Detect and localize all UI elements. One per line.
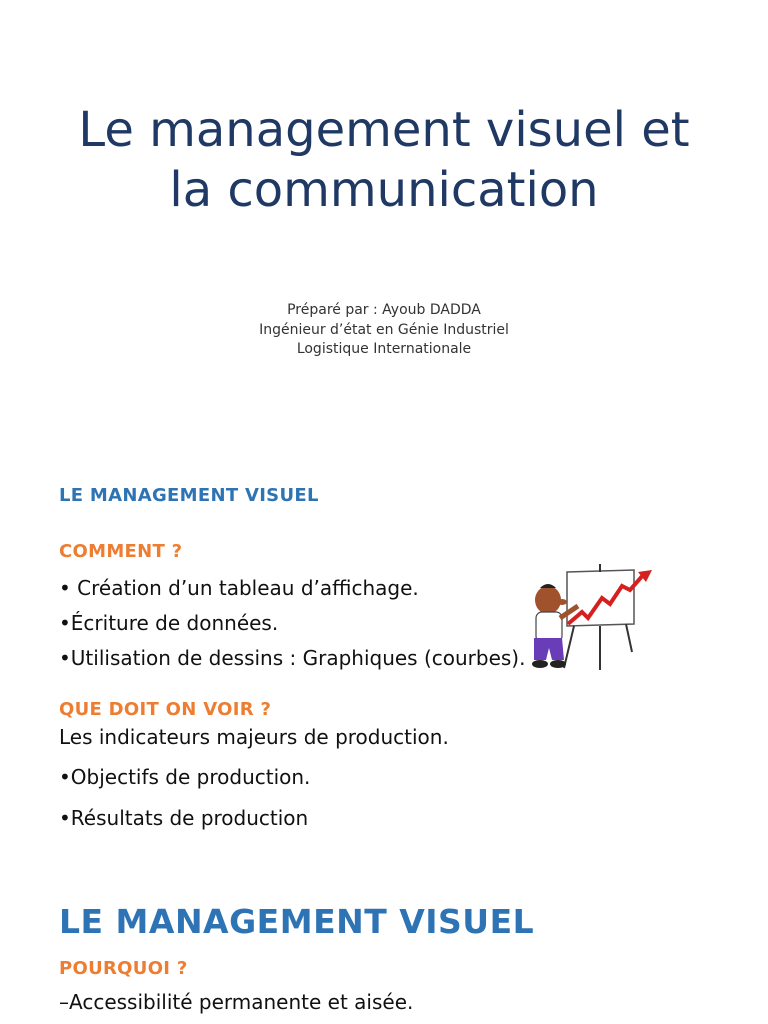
title-line-2: la communication bbox=[169, 162, 599, 218]
prepared-by: Préparé par : Ayoub DADDA bbox=[287, 302, 481, 318]
list-item: •Écriture de données. bbox=[59, 611, 279, 635]
comment-heading: COMMENT ? bbox=[59, 541, 183, 562]
title-line-1: Le management visuel et bbox=[78, 102, 690, 158]
list-item: •Objectifs de production. bbox=[59, 765, 311, 789]
list-item: • Création d’un tableau d’affichage. bbox=[59, 576, 419, 600]
list-item: •Résultats de production bbox=[59, 806, 309, 830]
see-intro: Les indicateurs majeurs de production. bbox=[59, 725, 449, 749]
slide-title bbox=[0, 100, 768, 220]
section-heading: LE MANAGEMENT VISUEL bbox=[59, 485, 319, 506]
section-heading-large: LE MANAGEMENT VISUEL bbox=[59, 902, 535, 941]
list-item: –Accessibilité permanente et aisée. bbox=[59, 990, 414, 1014]
see-heading: QUE DOIT ON VOIR ? bbox=[59, 699, 272, 720]
author-specialty: Logistique Internationale bbox=[296, 341, 472, 357]
presenter-chart-clipart bbox=[522, 560, 657, 678]
author-role: Ingénieur d’état en Génie Industriel bbox=[259, 321, 509, 338]
list-item: •Utilisation de dessins : Graphiques (courbes). bbox=[59, 646, 526, 670]
author-block bbox=[0, 301, 768, 360]
why-heading: POURQUOI ? bbox=[59, 958, 188, 979]
